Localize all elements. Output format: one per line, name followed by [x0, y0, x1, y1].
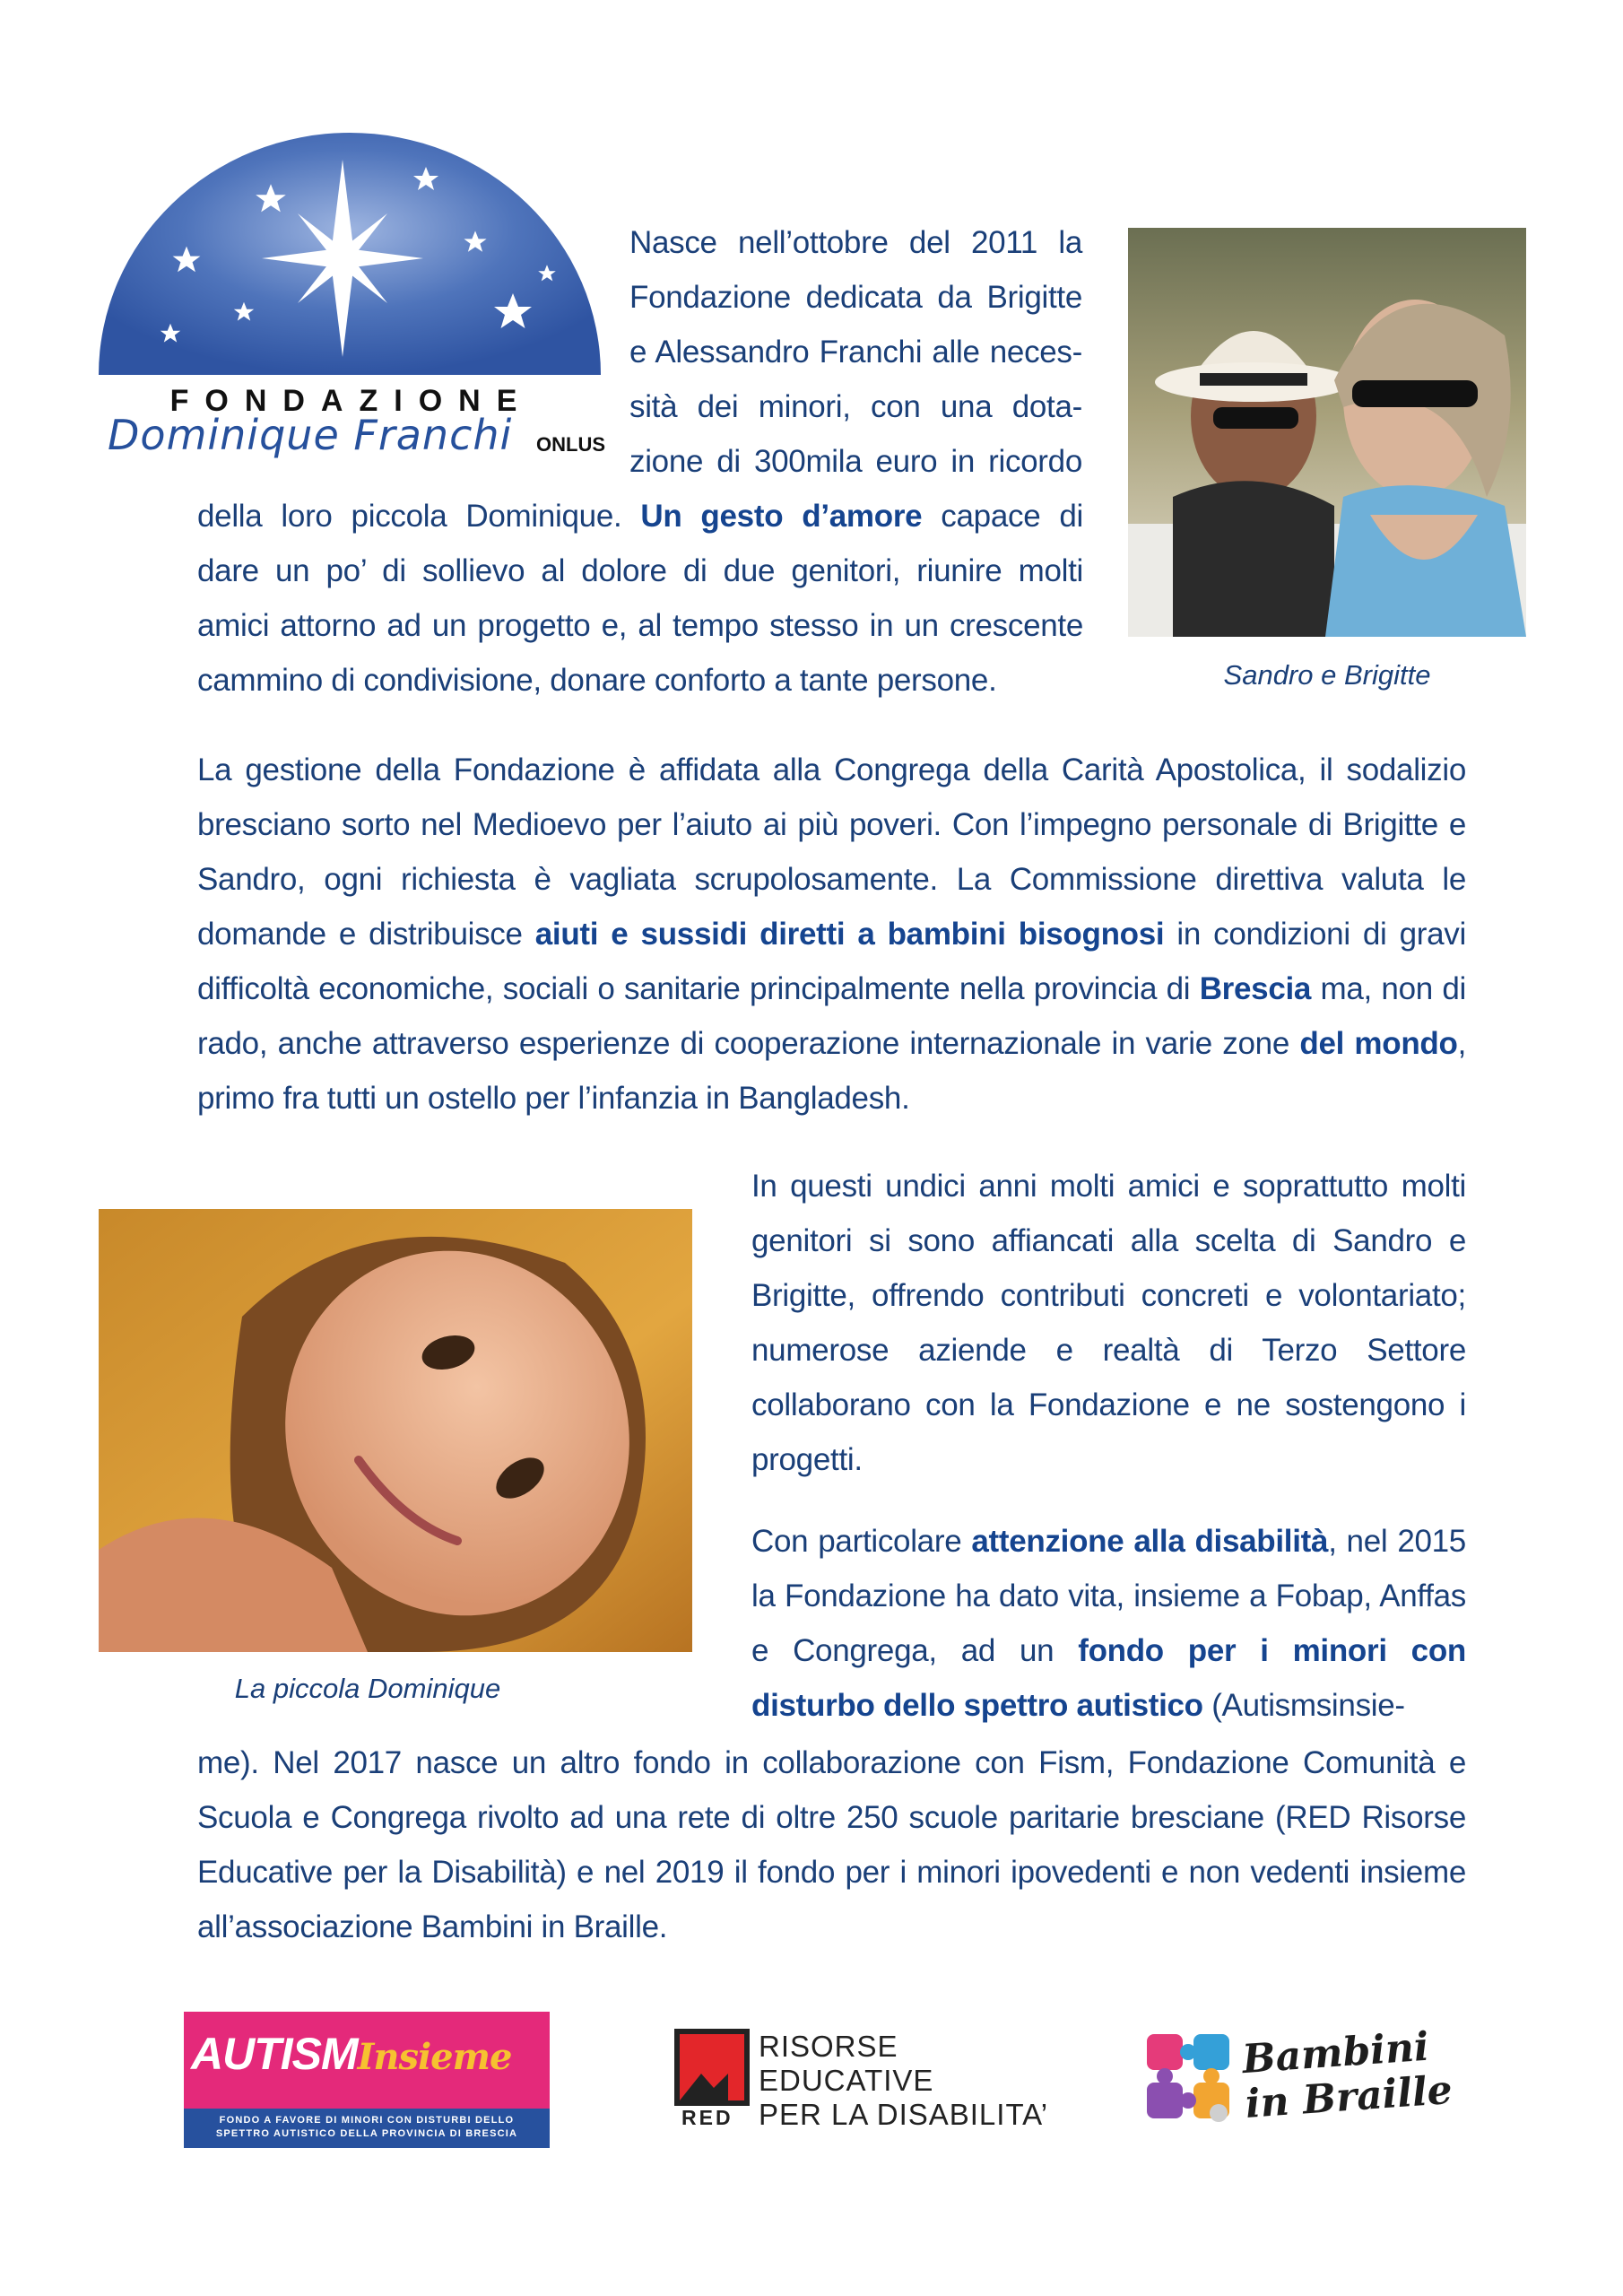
paragraph-disabilita-bottom: me). Nel 2017 nasce un altro fondo in collaborazione con Fism, Fondazione Comunità e Scuola e Congrega rivolto ad una rete di oltre 250 scuole paritarie bresciane (RED Risorse Educative per la Disabilità) e nel 2019 il fondo per i minori ipovedenti e non vedenti insieme all’associazione Bambini in Braille. [197, 1745, 1466, 1944]
intro-line: sità dei minori, con una dota- [629, 389, 1082, 424]
photo-sunhat-couple-icon [1128, 228, 1526, 637]
red-word: RED [681, 2106, 733, 2129]
puzzle-pieces-icon [1143, 2029, 1237, 2127]
highlight-disabilita: attenzione alla disabilità [971, 1524, 1329, 1559]
autism-tagline-2: SPETTRO AUTISTICO DELLA PROVINCIA DI BRESCIA [215, 2128, 518, 2139]
intro-paragraph-top [629, 215, 1082, 489]
photo-smiling-child-icon [99, 1209, 692, 1652]
highlight-aiuti: aiuti e sussidi diretti a bambini bisognosi [534, 917, 1165, 952]
red-risorse-logo [674, 2029, 1069, 2136]
logo-name-text: Dominique Franchi [108, 411, 513, 459]
starry-dome-icon [99, 126, 601, 386]
intro-line: zione di 300mila euro in ricordo [629, 444, 1082, 479]
intro-line: amici attorno ad un progetto e, al tempo stesso in un crescente [197, 608, 1083, 643]
logo-onlus-text: ONLUS [536, 433, 605, 456]
fondazione-logo [99, 126, 605, 484]
autism-tagline-1: FONDO A FAVORE DI MINORI CON DISTURBI DELLO [219, 2115, 515, 2126]
caption-parents: Sandro e Brigitte [1223, 659, 1431, 691]
autism-subtitle: Insieme [357, 2036, 512, 2078]
photo-sandro-brigitte [1128, 228, 1526, 637]
red-line-2: EDUCATIVE [759, 2064, 934, 2097]
intro-line: Fondazione dedicata da Brigitte [629, 280, 1082, 315]
logo-fondazione-text: FONDAZIONE [169, 384, 534, 418]
intro-line: Nasce nell’ottobre del 2011 la [629, 225, 1082, 260]
highlight-brescia: Brescia [1199, 971, 1312, 1006]
caption-child: La piccola Dominique [234, 1673, 501, 1704]
braille-line-1: Bambini [1240, 2023, 1431, 2083]
intro-paragraph-bottom [197, 489, 1083, 708]
red-line-1: RISORSE [759, 2030, 898, 2063]
paragraph-amici: In questi undici anni molti amici e soprattutto molti genitori si sono affiancati alla scelta di Sandro e Brigitte, offrendo contributi concreti e volontariato; numerose aziende e realtà di Terzo Settore collaborano con la Fondazione e ne sostengono i progetti. [751, 1169, 1466, 1477]
highlight-gesto: Un gesto d’amore [640, 499, 923, 534]
intro-line: e Alessandro Franchi alle neces- [629, 335, 1082, 370]
braille-line-2: in Braille [1244, 2066, 1454, 2127]
intro-line: della loro piccola Dominique. Un gesto d’amore capace di [197, 499, 1083, 534]
intro-line: cammino di condivisione, donare conforto a tante persone. [197, 663, 997, 698]
autism-insieme-logo [184, 2012, 550, 2148]
highlight-fondo-autismo: fondo per i minori con disturbo dello spettro autistico [751, 1633, 1466, 1723]
photo-dominique [99, 1209, 692, 1652]
autism-title: AUTISM [191, 2029, 358, 2079]
paragraph-disabilita-top: Con particolare attenzione alla disabilità, nel 2015 la Fondazione ha dato vita, insieme a Fobap, Anffas e Congrega, ad un fondo per i minori con disturbo dello spettro autistico (Autismsinsie- [751, 1524, 1466, 1723]
bambini-in-braille-logo [1143, 2018, 1466, 2152]
red-line-3: PER LA DISABILITA’ [759, 2098, 1049, 2131]
highlight-mondo: del mondo [1299, 1026, 1458, 1061]
intro-line: dare un po’ di sollievo al dolore di due genitori, riunire molti [197, 553, 1083, 588]
paragraph-gestione: La gestione della Fondazione è affidata alla Congrega della Carità Apostolica, il sodalizio bresciano sorto nel Medioevo per l’aiuto ai più poveri. Con l’impegno personale di Brigitte e Sandro, ogni richiesta è vagliata scrupolosamente. La Commissione direttiva valuta le domande e distribuisce aiuti e sussidi diretti a bambini bisognosi in condizioni di gravi difficoltà economiche, sociali o sanitarie principalmente nella provincia di Brescia ma, non di rado, anche attraverso esperienze di cooperazione internazionale in varie zone del mondo, primo fra tutti un ostello per l’infanzia in Bangladesh. [197, 752, 1467, 1116]
